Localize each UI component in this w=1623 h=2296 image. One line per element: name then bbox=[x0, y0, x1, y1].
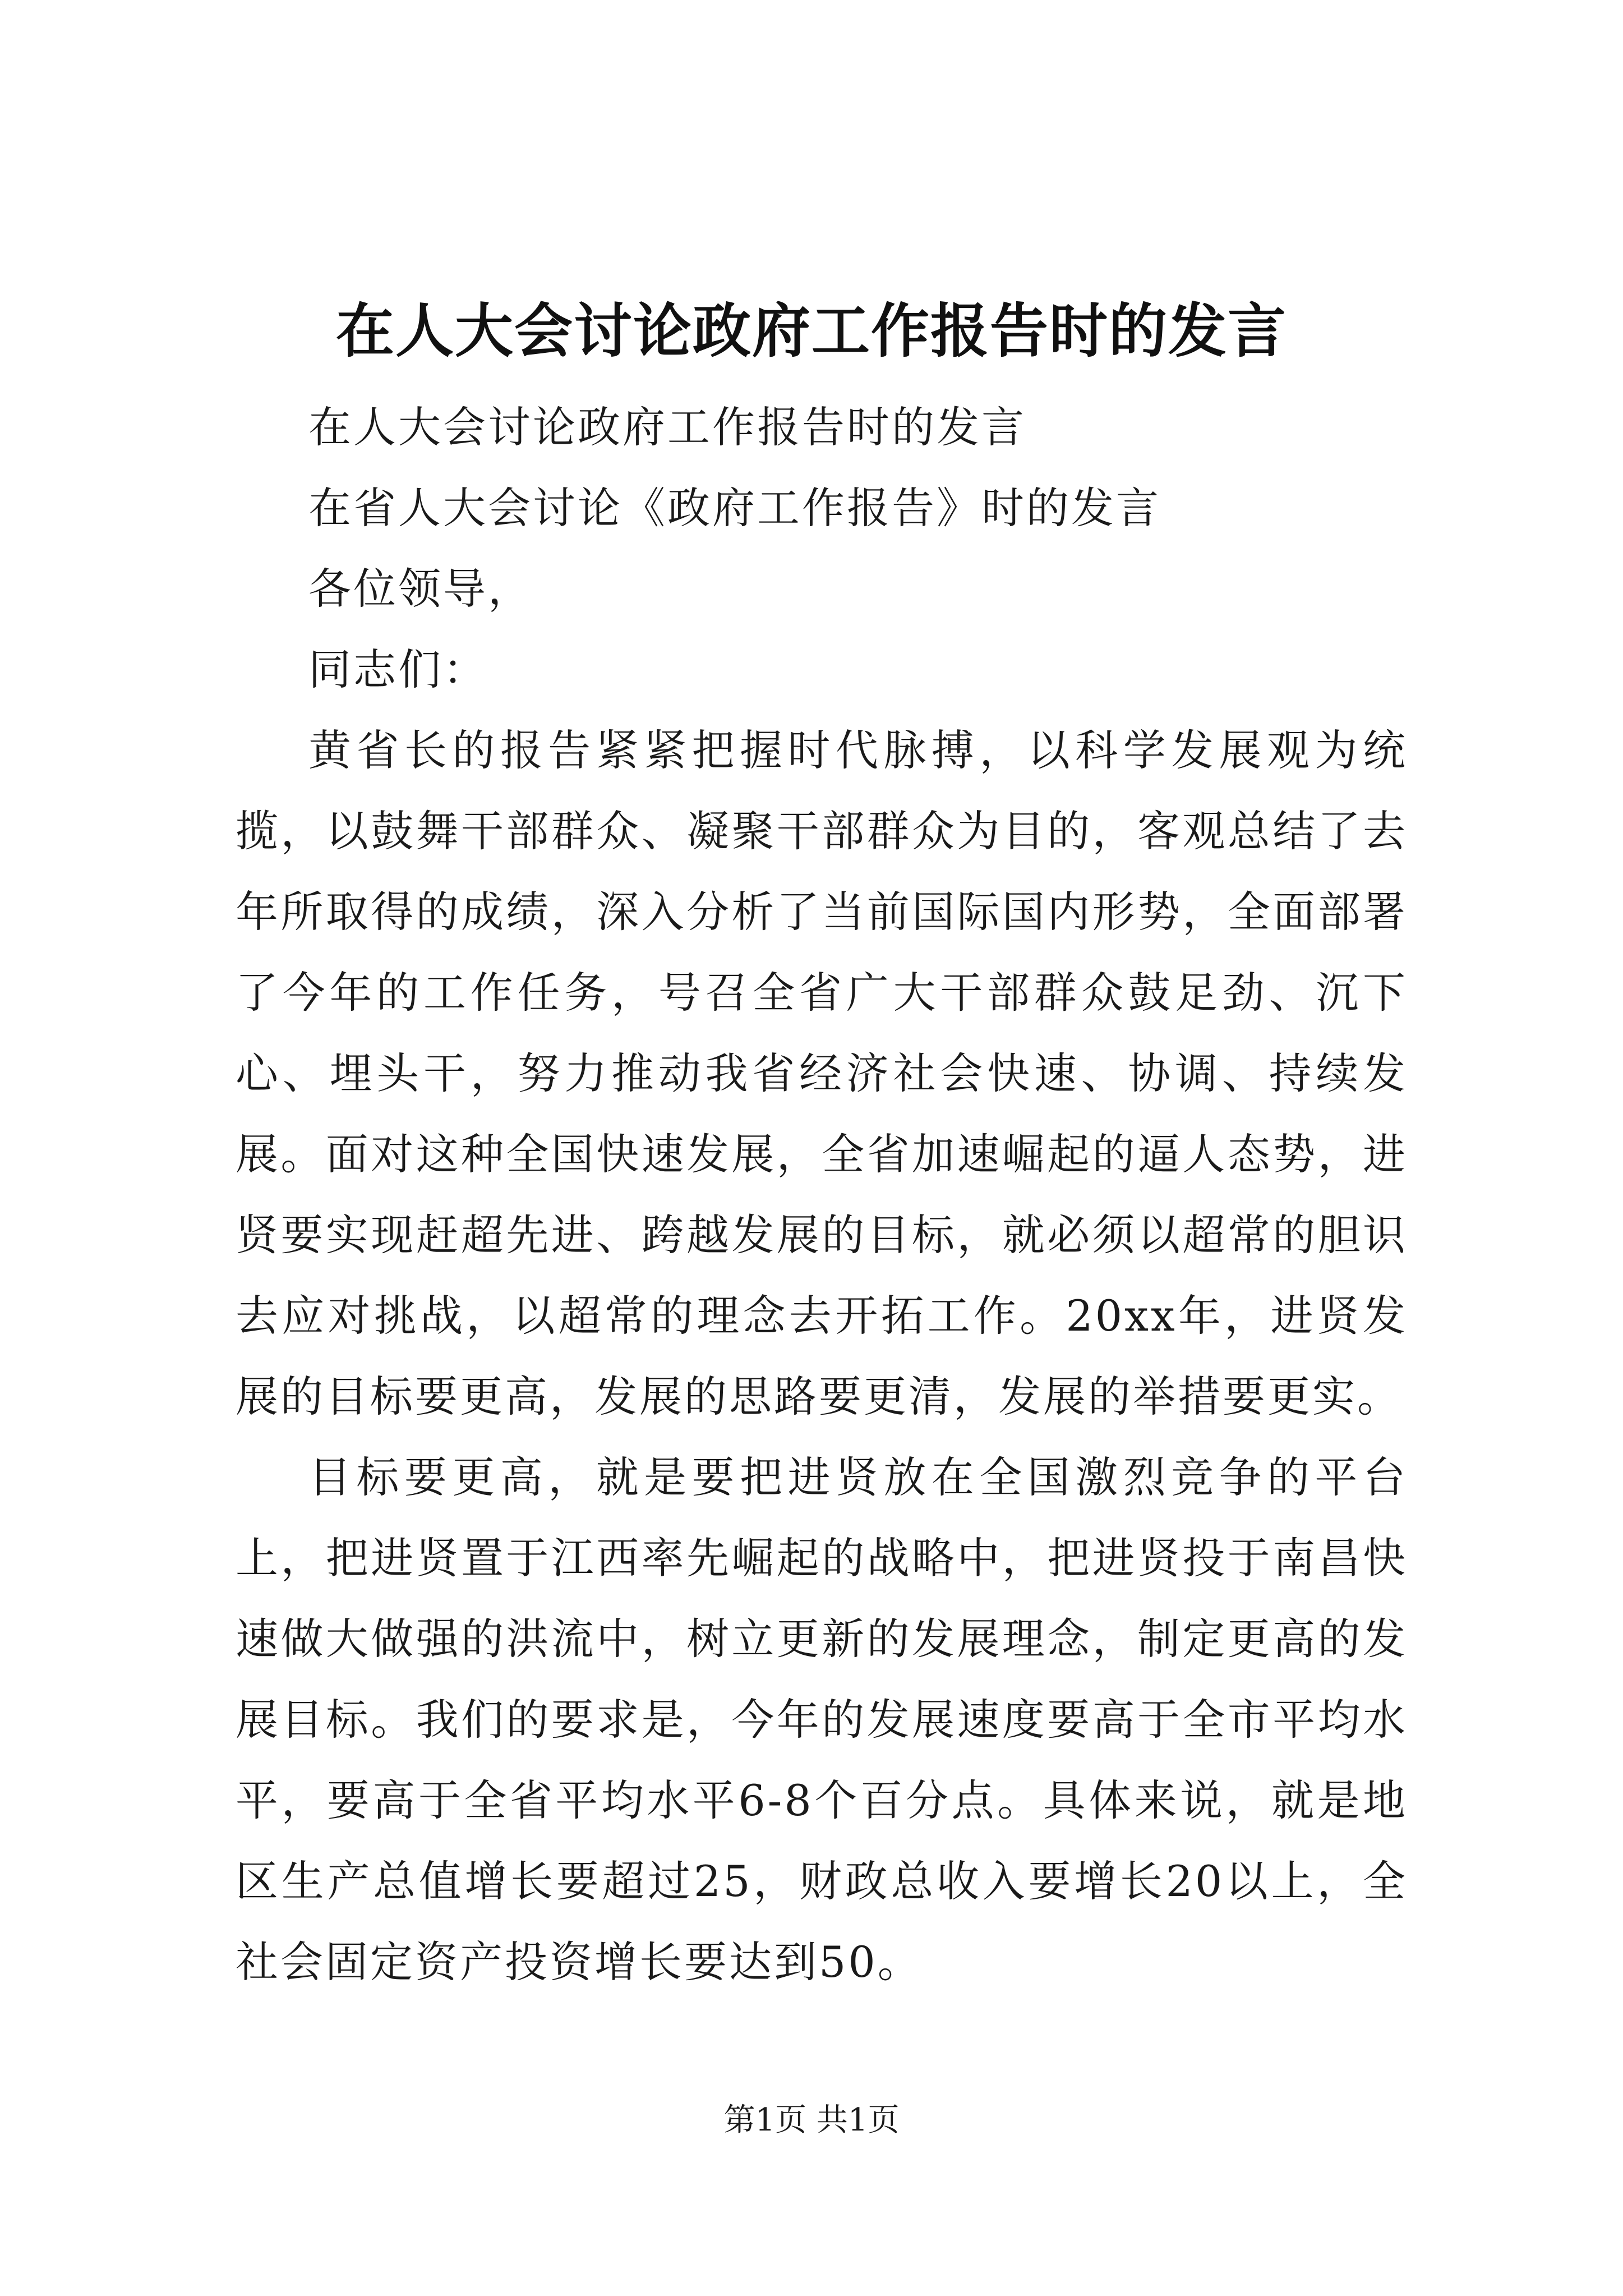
page-footer: 第1页 共1页 bbox=[723, 2102, 900, 2138]
subtitle-line: 在人大会讨论政府工作报告时的发言 bbox=[308, 402, 1026, 452]
document-body bbox=[236, 387, 1408, 2003]
body-paragraph: 目标要更高，就是要把进贤放在全国激烈竞争的平台上，把进贤置于江西率先崛起的战略中，把进贤投于南昌快速做大做强的洪流中，树立更新的发展理念，制定更高的发展目标。我们的要求是，今年的发展速度要高于全市平均水平，要高于全省平均水平6-8个百分点。具体来说，就是地区生产总值增长要超过25，财政总收入要增长20以上，全社会固定资产投资增长要达到50。 bbox=[236, 1452, 1408, 1987]
speech-title-line: 在省人大会讨论《政府工作报告》时的发言 bbox=[308, 483, 1161, 533]
salutation-leaders: 各位领导， bbox=[308, 564, 533, 614]
salutation-comrades: 同志们： bbox=[308, 645, 488, 694]
body-paragraph: 黄省长的报告紧紧把握时代脉搏，以科学发展观为统揽，以鼓舞干部群众、凝聚干部群众为目的，客观总结了去年所取得的成绩，深入分析了当前国际国内形势，全面部署了今年的工作任务，号召全省广大干部群众鼓足劲、沉下心、埋头干，努力推动我省经济社会快速、协调、持续发展。面对这种全国快速发展，全省加速崛起的逼人态势，进贤要实现赶超先进、跨越发展的目标，就必须以超常的胆识去应对挑战，以超常的理念去开拓工作。20xx年，进贤发展的目标要更高，发展的思路要更清，发展的举措要更实。 bbox=[236, 725, 1408, 1421]
document-title: 在人大会讨论政府工作报告时的发言 bbox=[335, 296, 1287, 365]
